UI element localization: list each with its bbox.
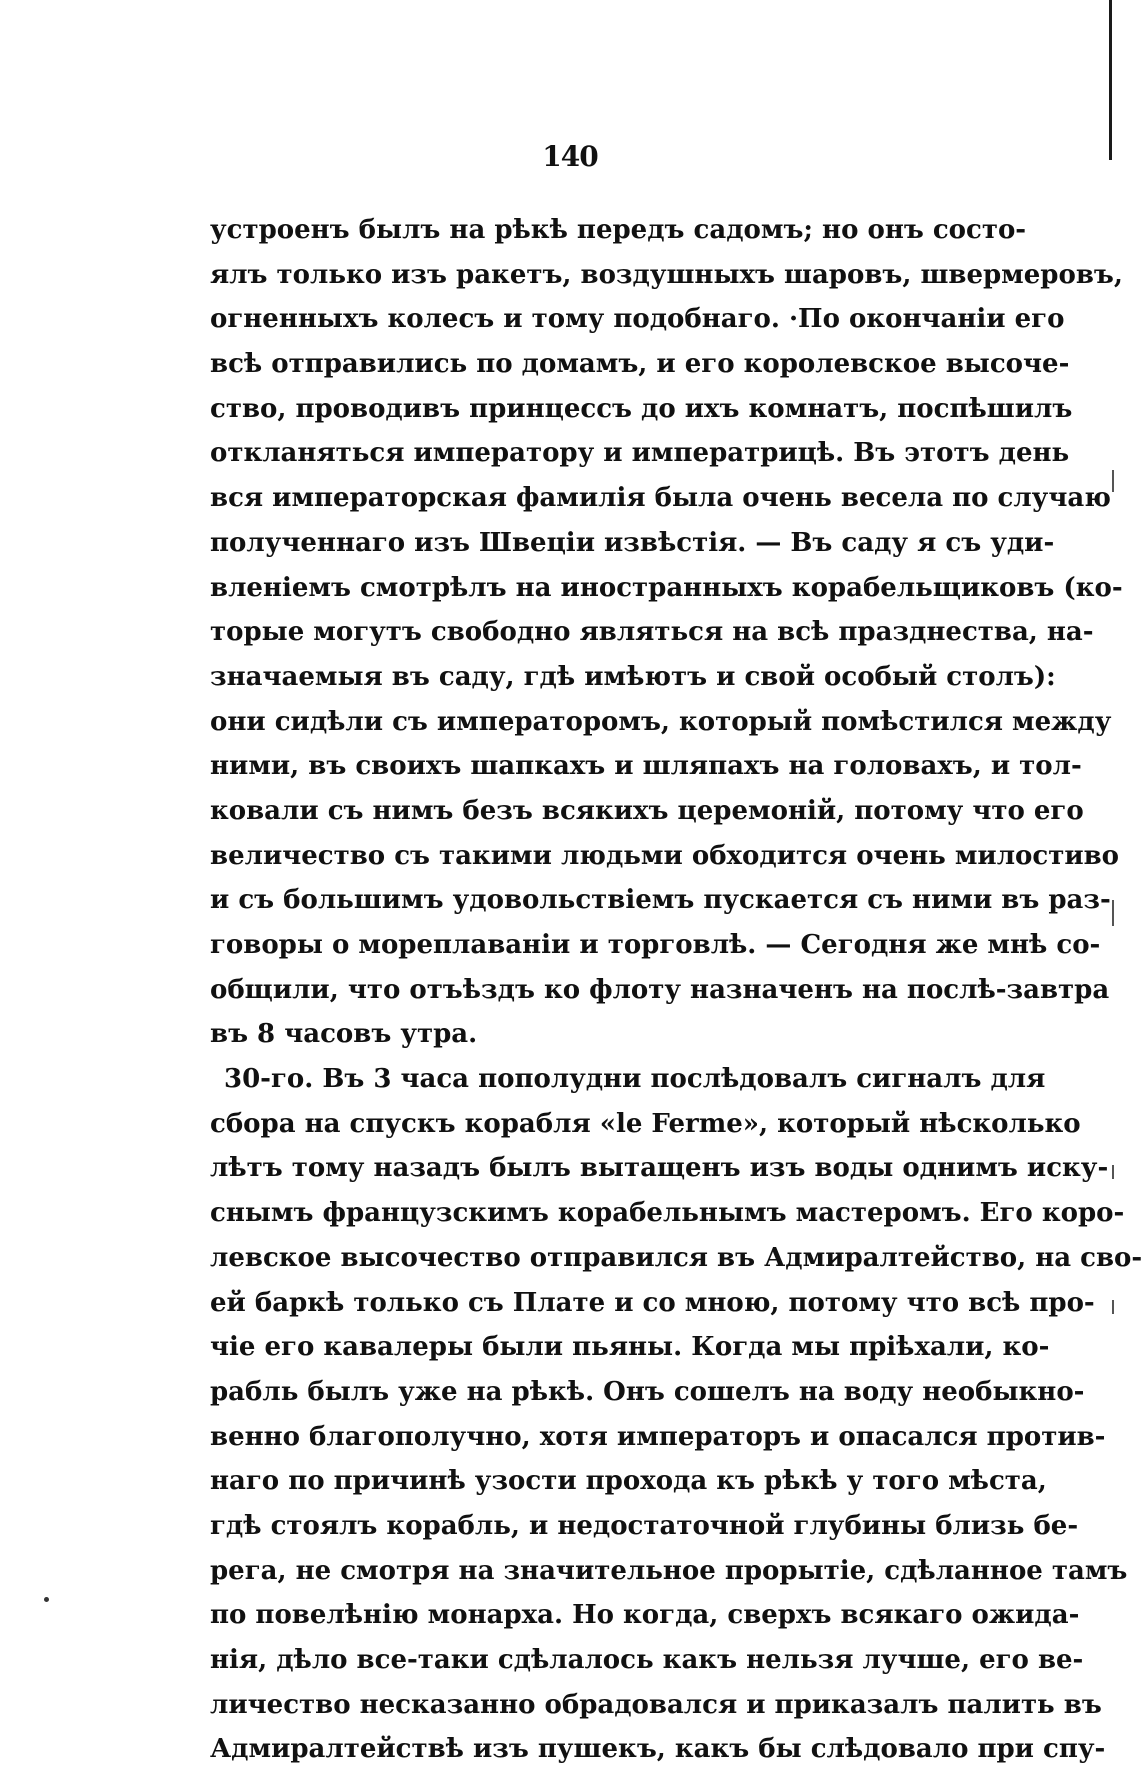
text-line: ковали съ нимъ безъ всякихъ церемоній, потому что его — [210, 795, 1084, 826]
scan-edge-line — [1109, 0, 1112, 160]
text-line: снымъ французскимъ корабельнымъ мастеромъ. Его коро- — [210, 1198, 1125, 1229]
text-line: вся императорская фамилія была очень весела по случаю — [210, 483, 1111, 514]
text-line: вленіемъ смотрѣлъ на иностранныхъ корабельщиковъ (ко- — [210, 572, 1123, 603]
text-line: лѣтъ тому назадъ былъ вытащенъ изъ воды однимъ иску- — [210, 1153, 1109, 1184]
text-line: ство, проводивъ принцессъ до ихъ комнатъ, поспѣшилъ — [210, 393, 1073, 424]
text-line: значаемыя въ саду, гдѣ имѣютъ и свой особый столъ): — [210, 661, 1056, 692]
text-line: гдѣ стоялъ корабль, и недостаточной глубины близь бе- — [210, 1510, 1079, 1541]
text-line: откланяться императору и императрицѣ. Въ этотъ день — [210, 438, 1070, 469]
text-line: всѣ отправились по домамъ, и его королевское высоче- — [210, 349, 1070, 380]
scan-speck — [44, 1597, 49, 1602]
text-line: они сидѣли съ императоромъ, который помѣстился между — [210, 706, 1112, 737]
scan-edge-mark — [1112, 470, 1114, 492]
text-line: ними, въ своихъ шапкахъ и шляпахъ на головахъ, и тол- — [210, 751, 1082, 782]
text-line: Адмиралтействѣ изъ пушекъ, какъ бы слѣдовало при спу- — [210, 1734, 1106, 1765]
text-line: сбора на спускъ корабля «le Ferme», который нѣсколько — [210, 1108, 1081, 1139]
text-line: ялъ только изъ ракетъ, воздушныхъ шаровъ, швермеровъ, — [210, 259, 1123, 290]
text-line: личество несказанно обрадовался и приказалъ палить въ — [210, 1689, 1102, 1720]
text-line: левское высочество отправился въ Адмиралтейство, на сво- — [210, 1242, 1142, 1273]
text-line: устроенъ былъ на рѣкѣ передъ садомъ; но онъ состо- — [210, 215, 1027, 245]
text-line: въ 8 часовъ утра. — [210, 1019, 478, 1050]
body-text — [210, 208, 1142, 1772]
text-line: наго по причинѣ узости прохода къ рѣкѣ у того мѣста, — [210, 1466, 1047, 1497]
text-line: и съ большимъ удовольствіемъ пускается съ ними въ раз- — [210, 885, 1111, 916]
text-line: общили, что отъѣздъ ко флоту назначенъ на послѣ-завтра — [210, 974, 1110, 1005]
text-line: ей баркѣ только съ Плате и со мною, потому что всѣ про- — [210, 1287, 1095, 1318]
text-line: полученнаго изъ Швеціи извѣстія. — Въ саду я съ уди- — [210, 527, 1055, 558]
text-line: величество съ такими людьми обходится очень милостиво — [210, 840, 1120, 871]
scan-edge-mark — [1112, 1300, 1114, 1314]
text-line: торые могутъ свободно являться на всѣ празднества, на- — [210, 617, 1094, 648]
text-line: огненныхъ колесъ и тому подобнаго. ·По окончаніи его — [210, 304, 1065, 335]
text-line: рабль былъ уже на рѣкѣ. Онъ сошелъ на воду необыкно- — [210, 1376, 1085, 1407]
text-line: по повелѣнію монарха. Но когда, сверхъ всякаго ожида- — [210, 1600, 1080, 1631]
text-line: венно благополучно, хотя императоръ и опасался против- — [210, 1421, 1106, 1452]
text-line: говоры о мореплаваніи и торговлѣ. — Сегодня же мнѣ со- — [210, 930, 1101, 960]
scan-edge-mark — [1112, 900, 1114, 926]
scan-edge-mark — [1112, 1165, 1114, 1179]
page-number: 140 — [542, 140, 598, 173]
text-line: рега, не смотря на значительное прорытіе, сдѣланное тамъ — [210, 1555, 1128, 1586]
text-line: нія, дѣло все-таки сдѣлалось какъ нельзя лучше, его ве- — [210, 1645, 1084, 1675]
text-line: 30-го. Въ 3 часа пополудни послѣдовалъ сигналъ для — [224, 1064, 1046, 1095]
text-line: чіе его кавалеры были пьяны. Когда мы пріѣхали, ко- — [210, 1332, 1050, 1363]
